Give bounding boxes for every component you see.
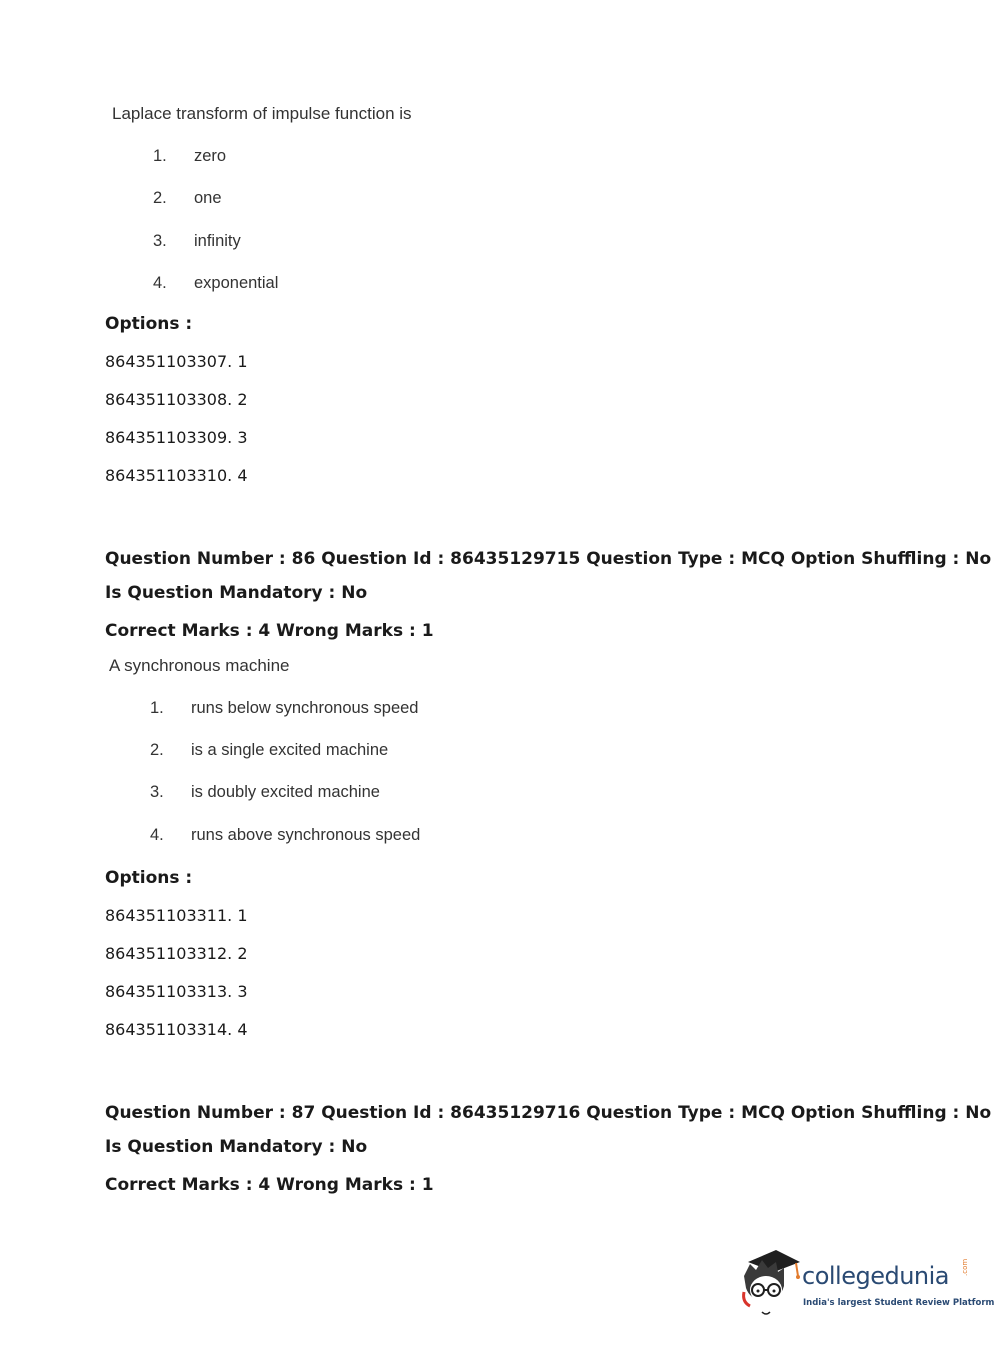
choice-number: 1. bbox=[150, 699, 164, 717]
collegedunia-mascot-icon bbox=[740, 1246, 800, 1318]
option-id: 864351103308. 2 bbox=[105, 390, 248, 409]
option-id: 864351103310. 4 bbox=[105, 466, 248, 485]
logo-wordmark: collegedunia bbox=[802, 1262, 950, 1290]
question-header: Question Number : 86 Question Id : 86435129715 Question Type : MCQ Option Shuffling : No bbox=[105, 549, 992, 569]
logo-suffix: .com bbox=[961, 1258, 969, 1276]
option-id: 864351103314. 4 bbox=[105, 1020, 248, 1039]
choice-number: 2. bbox=[150, 741, 164, 759]
option-id: 864351103312. 2 bbox=[105, 944, 248, 963]
option-id: 864351103313. 3 bbox=[105, 982, 248, 1001]
option-id: 864351103311. 1 bbox=[105, 906, 248, 925]
question-marks: Correct Marks : 4 Wrong Marks : 1 bbox=[105, 621, 434, 641]
question-mandatory: Is Question Mandatory : No bbox=[105, 583, 368, 603]
choice-number: 4. bbox=[150, 826, 164, 844]
question-header: Question Number : 87 Question Id : 86435129716 Question Type : MCQ Option Shuffling : No bbox=[105, 1103, 992, 1123]
option-id: 864351103309. 3 bbox=[105, 428, 248, 447]
question-text: A synchronous machine bbox=[109, 656, 290, 675]
question-mandatory: Is Question Mandatory : No bbox=[105, 1137, 368, 1157]
collegedunia-logo[interactable] bbox=[740, 1244, 995, 1324]
choice-number: 2. bbox=[153, 189, 167, 207]
choice-text: is a single excited machine bbox=[191, 741, 389, 759]
logo-tagline: India's largest Student Review Platform bbox=[803, 1298, 995, 1308]
choice-text: runs below synchronous speed bbox=[191, 699, 419, 717]
choice-text: one bbox=[194, 189, 222, 207]
choice-text: runs above synchronous speed bbox=[191, 826, 421, 844]
choice-text: exponential bbox=[194, 274, 279, 292]
choice-number: 1. bbox=[153, 147, 167, 165]
choice-number: 4. bbox=[153, 274, 167, 292]
choice-text: zero bbox=[194, 147, 227, 165]
choice-number: 3. bbox=[153, 232, 167, 250]
options-label: Options : bbox=[105, 868, 193, 888]
choice-number: 3. bbox=[150, 783, 164, 801]
choice-text: infinity bbox=[194, 232, 241, 250]
option-id: 864351103307. 1 bbox=[105, 352, 248, 371]
question-marks: Correct Marks : 4 Wrong Marks : 1 bbox=[105, 1175, 434, 1195]
choice-text: is doubly excited machine bbox=[191, 783, 380, 801]
question-text: Laplace transform of impulse function is bbox=[112, 104, 412, 123]
options-label: Options : bbox=[105, 314, 193, 334]
